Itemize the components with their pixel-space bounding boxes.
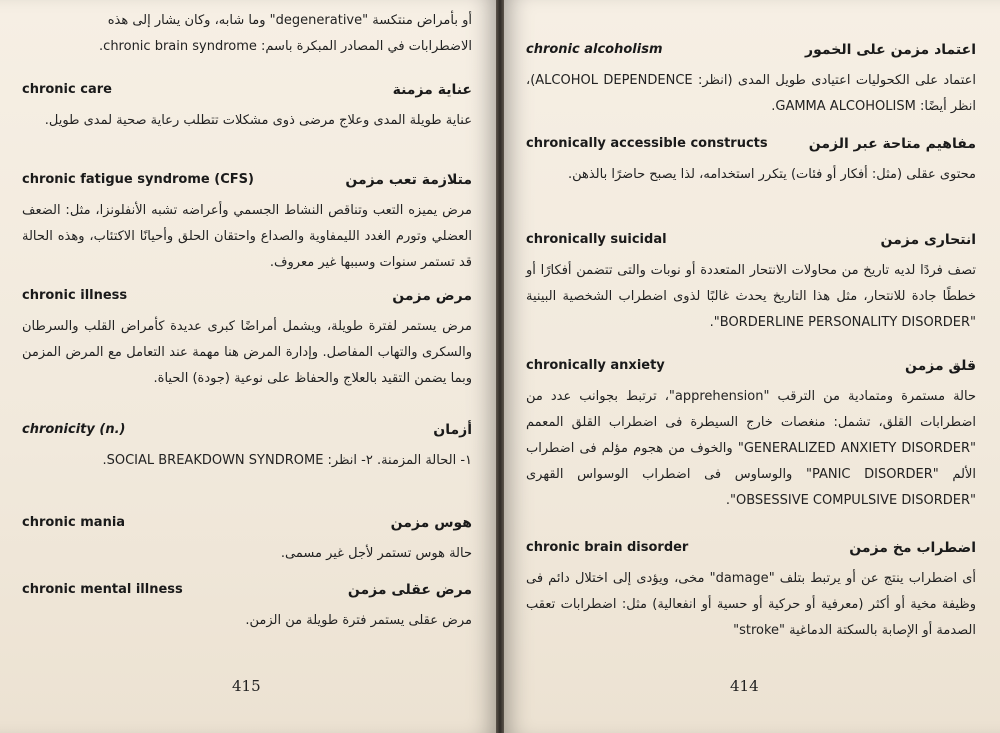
entry-definition: ١- الحالة المزمنة. ٢- انظر: SOCIAL BREAKDOWN SYNDROME. (102, 453, 472, 468)
intro-line-1: أو بأمراض منتكسة "degenerative" وما شابه، وكان يشار إلى هذه (107, 13, 472, 28)
right-page (504, 0, 1000, 733)
entry-term-ar: هوس مزمن (390, 515, 472, 531)
entry-definition: حالة مستمرة ومتمادية من الترقب "apprehension"، ترتبط بجوانب عدد من اضطرابات القلق، تشمل: منغصات خارج السيطرة فى اضطراب القلق المعمم "GENERALIZED ANXIETY DISORDER" والخوف من هجوم مؤلم فى اضطراب الألم "PANIC DISORDER" والوساوس فى اضطراب الوسواس القهرى "OBSESSIVE COMPULSIVE DISORDER". (526, 389, 977, 508)
entry-term-ar: اعتماد مزمن على الخمور (805, 42, 976, 58)
book-gutter (496, 0, 504, 733)
entry-term-en: chronic care (22, 82, 112, 97)
page-number: 414 (730, 677, 759, 695)
entry-term-en: chronically suicidal (526, 232, 667, 247)
entry-chronic-illness (22, 288, 472, 392)
entry-definition: اعتماد على الكحوليات اعتيادى طويل المدى (انظر: ALCOHOL DEPENDENCE)، انظر أيضًا: GAMMA ALCOHOLISM. (526, 73, 976, 114)
entry-term-ar: قلق مزمن (904, 358, 976, 374)
entry-term-en: chronic mania (22, 515, 126, 530)
entry-chronic-mania (22, 515, 472, 567)
left-intro (22, 8, 472, 60)
entry-term-ar: متلازمة تعب مزمن (345, 172, 472, 188)
entry-term-ar: انتحارى مزمن (880, 232, 976, 248)
entry-definition: أى اضطراب ينتج عن أو يرتبط بتلف "damage" مخى، ويؤدى إلى اختلال دائم فى وظيفة مخية أو أكثر (معرفية أو حركية أو حسية أو انفعالية) مثل: اضطرابات تعقب الصدمة أو الإصابة بالسكتة الدماغية "stroke" (526, 571, 977, 638)
entry-chronic-alcoholism (526, 42, 976, 120)
entry-term-en: chronic fatigue syndrome (CFS) (22, 172, 254, 187)
entry-chronically-anxiety (526, 358, 976, 514)
entry-term-ar: عناية مزمنة (392, 82, 472, 98)
entry-chronically-suicidal (526, 232, 976, 336)
entry-definition: محتوى عقلى (مثل: أفكار أو فئات) يتكرر استخدامه، لذا يصبح حاضرًا بالذهن. (567, 167, 976, 182)
entry-definition: مرض عقلى يستمر فترة طويلة من الزمن. (245, 613, 472, 628)
entry-definition: حالة هوس تستمر لأجل غير مسمى. (280, 546, 472, 561)
entry-term-en: chronic alcoholism (526, 42, 663, 57)
entry-term-en: chronic illness (22, 288, 128, 303)
entry-term-en: chronic mental illness (22, 582, 183, 597)
entry-definition: تصف فردًا لديه تاريخ من محاولات الانتحار المتعددة أو نوبات والتى تتضمن أفكارًا أو خططًا جادة للانتحار، مثل هذا التاريخ يحدث غالبًا لذوى اضطراب الشخصية البينية "BORDERLINE PERSONALITY DISORDER". (526, 263, 976, 330)
entry-term-en: chronically anxiety (526, 358, 665, 373)
entry-chronic-mental-illness (22, 582, 472, 634)
left-page (0, 0, 496, 733)
page-number: 415 (232, 677, 261, 695)
entry-term-en: chronically accessible constructs (526, 136, 768, 151)
entry-chronic-fatigue (22, 172, 472, 276)
entry-definition: عناية طويلة المدى وعلاج مرضى ذوى مشكلات تتطلب رعاية صحية لمدى طويل. (44, 113, 472, 128)
intro-line-2: الاضطرابات في المصادر المبكرة باسم: chronic brain syndrome. (99, 39, 472, 54)
entry-term-ar: مفاهيم متاحة عبر الزمن (808, 136, 976, 152)
entry-term-ar: مرض عقلى مزمن (347, 582, 472, 598)
entry-term-ar: اضطراب مخ مزمن (849, 540, 976, 556)
entry-term-en: chronicity (n.) (22, 422, 126, 437)
entry-accessible-constructs (526, 136, 976, 188)
entry-definition: مرض يستمر لفترة طويلة، ويشمل أمراضًا كبرى عديدة كأمراض القلب والسرطان والسكرى والتهاب المفاصل. وإدارة المرض هنا مهمة عند التعامل مع المرض المزمن وبما يضمن التقيد بالعلاج والحفاظ على نوعية (جودة) الحياة. (22, 319, 472, 386)
entry-term-ar: مرض مزمن (392, 288, 472, 304)
entry-chronic-care (22, 82, 472, 134)
entry-term-en: chronic brain disorder (526, 540, 689, 555)
entry-term-ar: أزمان (433, 422, 472, 438)
entry-chronic-brain-disorder (526, 540, 976, 644)
entry-definition: مرض يميزه التعب وتناقص النشاط الجسمي وأعراضه تشبه الأنفلونزا، مثل: الضعف العضلي وتورم الغدد الليمفاوية والصداع واحتقان الحلق وأحيانًا الاكتئاب، وهذه الحالة قد تستمر سنوات وسببها غير معروف. (22, 203, 472, 270)
entry-chronicity (22, 422, 472, 474)
